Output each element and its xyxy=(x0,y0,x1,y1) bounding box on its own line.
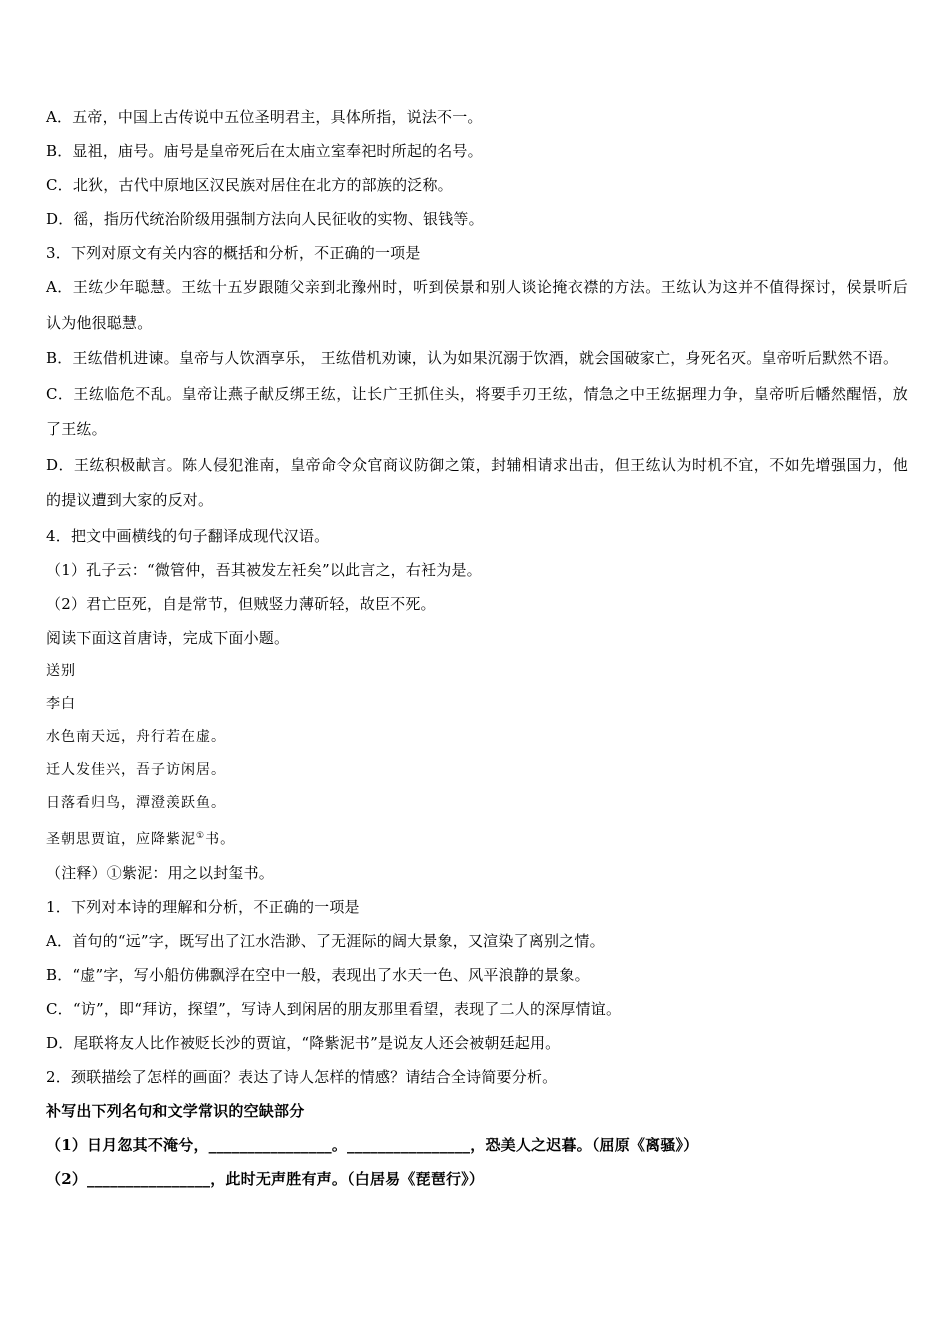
poem-q1-option-b: B．“虚”字，写小船仿佛飘浮在空中一般，表现出了水天一色、风平浪静的景象。 xyxy=(46,966,590,985)
poem-line-1: 水色南天远，舟行若在虚。 xyxy=(46,728,226,745)
q2-option-d: D．徭，指历代统治阶级用强制方法向人民征收的实物、银钱等。 xyxy=(46,210,484,228)
q2-option-a: A．五帝，中国上古传说中五位圣明君主，具体所指，说法不一。 xyxy=(46,108,483,126)
fill-item-2: （2）________________，此时无声胜有声。（白居易《琵琶行》） xyxy=(46,1170,485,1189)
footnote-marker: ① xyxy=(196,830,206,841)
poem-note: （注释）①紫泥：用之以封玺书。 xyxy=(46,864,275,883)
poem-q1-stem: 1．下列对本诗的理解和分析，不正确的一项是 xyxy=(46,898,360,917)
fill-section-title: 补写出下列名句和文学常识的空缺部分 xyxy=(46,1102,305,1121)
q3-stem: 3．下列对原文有关内容的概括和分析，不正确的一项是 xyxy=(46,244,421,262)
q3-option-a: A．王纮少年聪慧。王纮十五岁跟随父亲到北豫州时，听到侯景和别人谈论掩衣襟的方法。王纮认为这并不值得探讨，侯景听后认为他很聪慧。 xyxy=(46,278,908,332)
poem-author: 李白 xyxy=(46,695,76,712)
poem-q2: 2．颈联描绘了怎样的画面？表达了诗人怎样的情感？请结合全诗简要分析。 xyxy=(46,1068,558,1087)
q2-option-b: B．显祖，庙号。庙号是皇帝死后在太庙立室奉祀时所起的名号。 xyxy=(46,142,483,160)
poem-q1-option-c: C．“访”，即“拜访，探望”，写诗人到闲居的朋友那里看望，表现了二人的深厚情谊。 xyxy=(46,1000,622,1019)
q3-option-c: C．王纮临危不乱。皇帝让燕子献反绑王纮，让长广王抓住头，将要手刃王纮，情急之中王纮据理力争，皇帝听后幡然醒悟，放了王纮。 xyxy=(46,384,908,438)
q4-stem: 4．把文中画横线的句子翻译成现代汉语。 xyxy=(46,526,330,545)
poem-title: 送别 xyxy=(46,662,76,679)
q4-item-2: （2）君亡臣死，自是常节，但贼竖力薄斫轻，故臣不死。 xyxy=(46,594,436,613)
poem-q1-option-d: D．尾联将友人比作被贬长沙的贾谊，“降紫泥书”是说友人还会被朝廷起用。 xyxy=(46,1034,561,1053)
poem-intro: 阅读下面这首唐诗，完成下面小题。 xyxy=(46,628,290,647)
q2-option-c: C．北狄，古代中原地区汉民族对居住在北方的部族的泛称。 xyxy=(46,176,453,194)
poem-line-3: 日落看归鸟，潭澄羡跃鱼。 xyxy=(46,794,226,811)
poem-line-2: 迁人发佳兴，吾子访闲居。 xyxy=(46,761,226,778)
poem-q1-option-a: A．首句的“远”字，既写出了江水浩渺、了无涯际的阔大景象，又渲染了离别之情。 xyxy=(46,932,605,951)
poem-line-4 xyxy=(46,820,908,857)
poem-line-4-text: 圣朝思贾谊，应降紫泥 xyxy=(46,831,196,848)
poem-line-4-end: 书。 xyxy=(205,831,236,848)
q3-option-d: D．王纮积极献言。陈人侵犯淮南，皇帝命令众官商议防御之策，封辅相请求出击，但王纮认为时机不宜，不如先增强国力，他的提议遭到大家的反对。 xyxy=(46,455,908,509)
document-page xyxy=(46,100,908,1196)
fill-item-1: （1）日月忽其不淹兮，________________。________________，恐美人之迟暮。（屈原《离骚》） xyxy=(46,1136,699,1155)
q4-item-1: （1）孔子云：“微管仲，吾其被发左衽矣”以此言之，右衽为是。 xyxy=(46,560,482,579)
q3-option-b: B．王纮借机进谏。皇帝与人饮酒享乐， 王纮借机劝谏，认为如果沉溺于饮酒，就会国破家亡，身死名灭。皇帝听后默然不语。 xyxy=(46,349,899,367)
